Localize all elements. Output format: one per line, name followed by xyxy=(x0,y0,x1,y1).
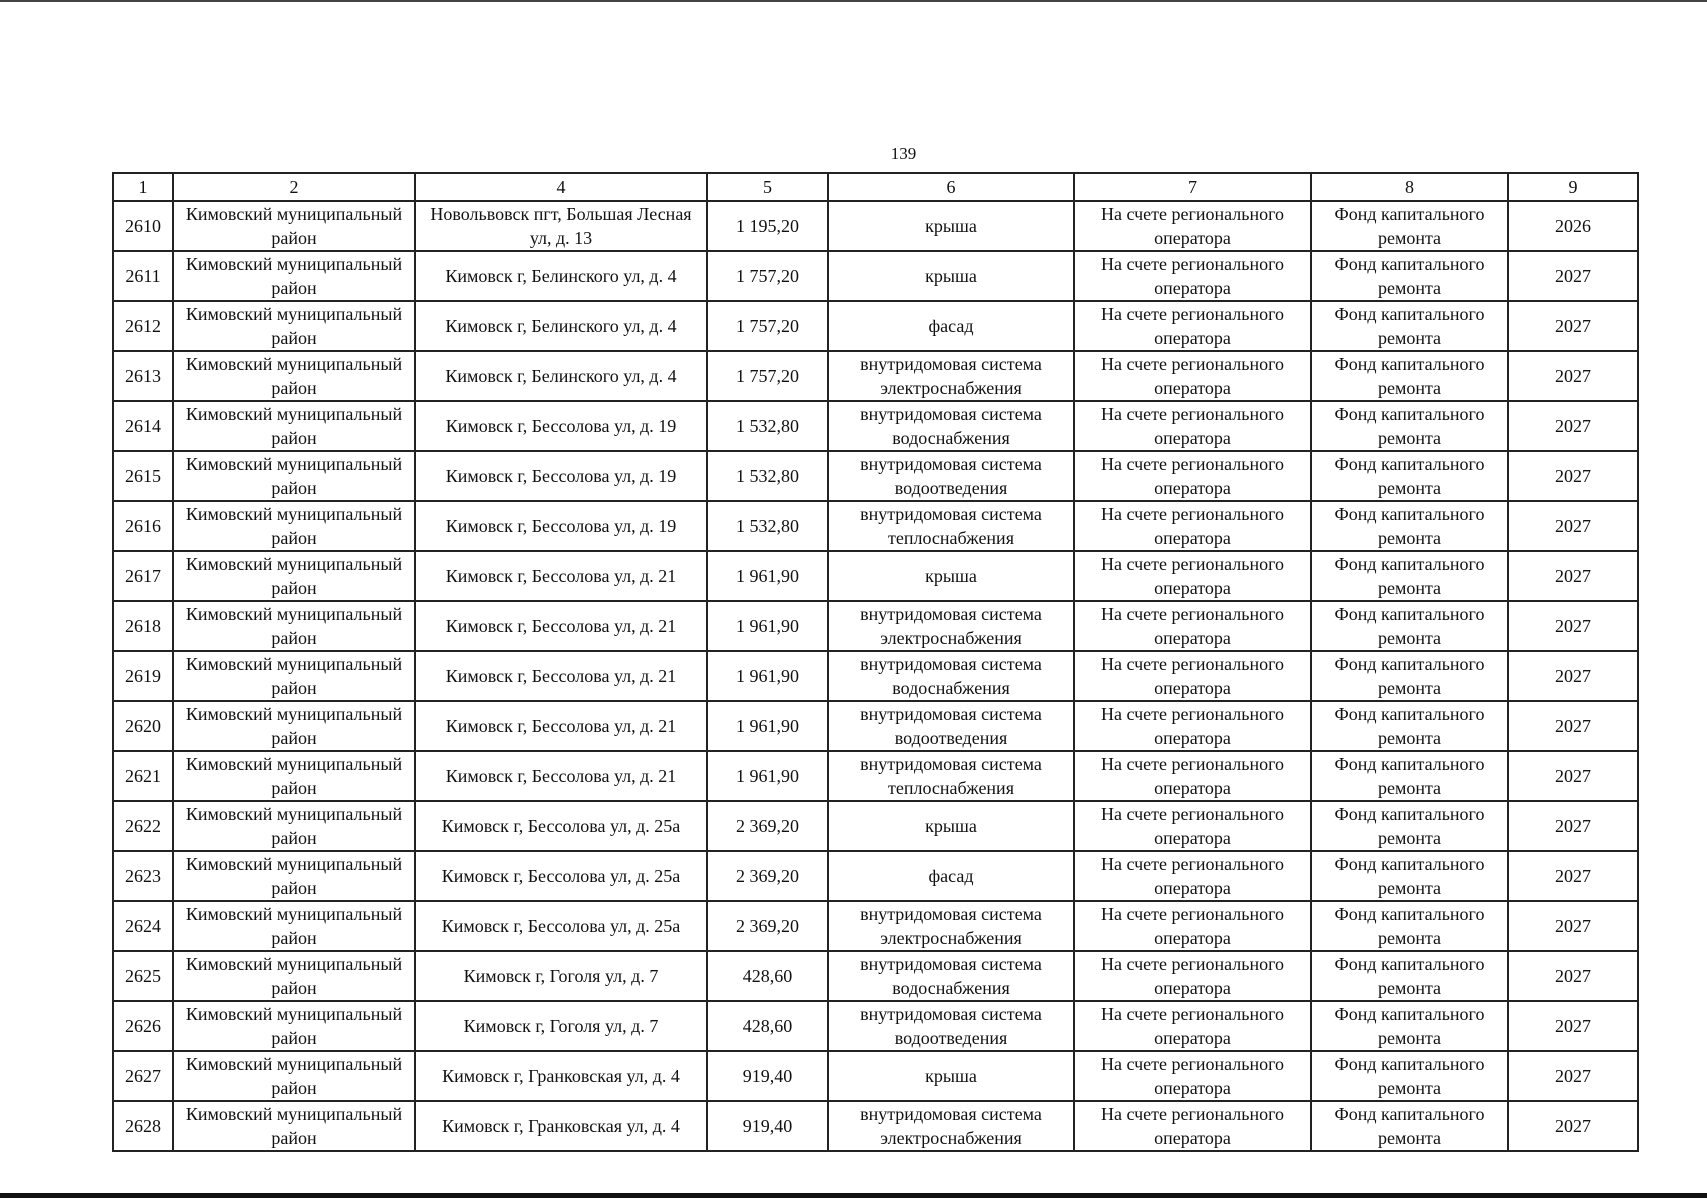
funding-source-cell: Фонд капитального ремонта xyxy=(1311,851,1508,901)
area-cell: 1 195,20 xyxy=(707,201,828,251)
address-cell: Кимовск г, Белинского ул, д. 4 xyxy=(415,301,707,351)
table-row xyxy=(113,351,1638,401)
account-cell: На счете регионального оператора xyxy=(1074,301,1311,351)
row-number-cell: 2625 xyxy=(113,951,173,1001)
work-type-cell: внутридомовая система электроснабжения xyxy=(828,1101,1074,1151)
funding-source-cell: Фонд капитального ремонта xyxy=(1311,1001,1508,1051)
address-cell: Кимовск г, Гранковская ул, д. 4 xyxy=(415,1101,707,1151)
address-cell: Кимовск г, Бессолова ул, д. 25а xyxy=(415,901,707,951)
address-cell: Кимовск г, Гранковская ул, д. 4 xyxy=(415,1051,707,1101)
table-row xyxy=(113,1051,1638,1101)
address-cell: Кимовск г, Бессолова ул, д. 21 xyxy=(415,651,707,701)
row-number-cell: 2624 xyxy=(113,901,173,951)
table-row xyxy=(113,1101,1638,1151)
area-cell: 1 757,20 xyxy=(707,251,828,301)
work-type-cell: внутридомовая система электроснабжения xyxy=(828,601,1074,651)
account-cell: На счете регионального оператора xyxy=(1074,601,1311,651)
address-cell: Кимовск г, Гоголя ул, д. 7 xyxy=(415,1001,707,1051)
table-row xyxy=(113,1001,1638,1051)
year-cell: 2027 xyxy=(1508,351,1638,401)
work-type-cell: внутридомовая система водоснабжения xyxy=(828,951,1074,1001)
header-row xyxy=(113,173,1638,201)
work-type-cell: внутридомовая система водоснабжения xyxy=(828,651,1074,701)
table-row xyxy=(113,751,1638,801)
district-cell: Кимовский муниципальный район xyxy=(173,501,415,551)
bottom-border-line xyxy=(0,1193,1707,1198)
row-number-cell: 2621 xyxy=(113,751,173,801)
district-cell: Кимовский муниципальный район xyxy=(173,201,415,251)
funding-source-cell: Фонд капитального ремонта xyxy=(1311,551,1508,601)
address-cell: Кимовск г, Бессолова ул, д. 19 xyxy=(415,401,707,451)
funding-source-cell: Фонд капитального ремонта xyxy=(1311,751,1508,801)
address-cell: Кимовск г, Белинского ул, д. 4 xyxy=(415,251,707,301)
work-type-cell: внутридомовая система водоотведения xyxy=(828,1001,1074,1051)
funding-source-cell: Фонд капитального ремонта xyxy=(1311,951,1508,1001)
year-cell: 2027 xyxy=(1508,701,1638,751)
area-cell: 1 532,80 xyxy=(707,501,828,551)
account-cell: На счете регионального оператора xyxy=(1074,451,1311,501)
funding-source-cell: Фонд капитального ремонта xyxy=(1311,601,1508,651)
account-cell: На счете регионального оператора xyxy=(1074,401,1311,451)
funding-source-cell: Фонд капитального ремонта xyxy=(1311,451,1508,501)
area-cell: 1 757,20 xyxy=(707,301,828,351)
district-cell: Кимовский муниципальный район xyxy=(173,951,415,1001)
row-number-cell: 2616 xyxy=(113,501,173,551)
year-cell: 2027 xyxy=(1508,551,1638,601)
address-cell: Кимовск г, Бессолова ул, д. 19 xyxy=(415,501,707,551)
area-cell: 919,40 xyxy=(707,1051,828,1101)
area-cell: 1 961,90 xyxy=(707,551,828,601)
account-cell: На счете регионального оператора xyxy=(1074,251,1311,301)
table-row xyxy=(113,501,1638,551)
row-number-cell: 2610 xyxy=(113,201,173,251)
row-number-cell: 2617 xyxy=(113,551,173,601)
row-number-cell: 2623 xyxy=(113,851,173,901)
district-cell: Кимовский муниципальный район xyxy=(173,651,415,701)
work-type-cell: крыша xyxy=(828,801,1074,851)
table-row xyxy=(113,851,1638,901)
column-header: 8 xyxy=(1311,173,1508,201)
funding-source-cell: Фонд капитального ремонта xyxy=(1311,901,1508,951)
area-cell: 919,40 xyxy=(707,1101,828,1151)
account-cell: На счете регионального оператора xyxy=(1074,1101,1311,1151)
address-cell: Кимовск г, Белинского ул, д. 4 xyxy=(415,351,707,401)
table-row xyxy=(113,551,1638,601)
row-number-cell: 2612 xyxy=(113,301,173,351)
address-cell: Кимовск г, Гоголя ул, д. 7 xyxy=(415,951,707,1001)
funding-source-cell: Фонд капитального ремонта xyxy=(1311,351,1508,401)
area-cell: 2 369,20 xyxy=(707,851,828,901)
table-row xyxy=(113,901,1638,951)
row-number-cell: 2611 xyxy=(113,251,173,301)
work-type-cell: внутридомовая система водоотведения xyxy=(828,701,1074,751)
page-number: 139 xyxy=(890,144,917,163)
funding-source-cell: Фонд капитального ремонта xyxy=(1311,301,1508,351)
column-header: 7 xyxy=(1074,173,1311,201)
table-row xyxy=(113,951,1638,1001)
district-cell: Кимовский муниципальный район xyxy=(173,301,415,351)
year-cell: 2027 xyxy=(1508,601,1638,651)
column-header: 1 xyxy=(113,173,173,201)
area-cell: 428,60 xyxy=(707,1001,828,1051)
account-cell: На счете регионального оператора xyxy=(1074,351,1311,401)
account-cell: На счете регионального оператора xyxy=(1074,1051,1311,1101)
work-type-cell: фасад xyxy=(828,851,1074,901)
table-row xyxy=(113,651,1638,701)
column-header: 6 xyxy=(828,173,1074,201)
funding-source-cell: Фонд капитального ремонта xyxy=(1311,701,1508,751)
area-cell: 1 757,20 xyxy=(707,351,828,401)
row-number-cell: 2619 xyxy=(113,651,173,701)
address-cell: Кимовск г, Бессолова ул, д. 21 xyxy=(415,551,707,601)
funding-source-cell: Фонд капитального ремонта xyxy=(1311,401,1508,451)
district-cell: Кимовский муниципальный район xyxy=(173,801,415,851)
work-type-cell: крыша xyxy=(828,551,1074,601)
area-cell: 428,60 xyxy=(707,951,828,1001)
column-header: 4 xyxy=(415,173,707,201)
district-cell: Кимовский муниципальный район xyxy=(173,551,415,601)
year-cell: 2027 xyxy=(1508,1101,1638,1151)
table-row xyxy=(113,701,1638,751)
account-cell: На счете регионального оператора xyxy=(1074,201,1311,251)
district-cell: Кимовский муниципальный район xyxy=(173,451,415,501)
funding-source-cell: Фонд капитального ремонта xyxy=(1311,801,1508,851)
account-cell: На счете регионального оператора xyxy=(1074,751,1311,801)
account-cell: На счете регионального оператора xyxy=(1074,801,1311,851)
area-cell: 1 961,90 xyxy=(707,651,828,701)
funding-source-cell: Фонд капитального ремонта xyxy=(1311,501,1508,551)
funding-source-cell: Фонд капитального ремонта xyxy=(1311,1051,1508,1101)
account-cell: На счете регионального оператора xyxy=(1074,551,1311,601)
address-cell: Кимовск г, Бессолова ул, д. 25а xyxy=(415,851,707,901)
row-number-cell: 2620 xyxy=(113,701,173,751)
work-type-cell: внутридомовая система электроснабжения xyxy=(828,901,1074,951)
year-cell: 2026 xyxy=(1508,201,1638,251)
table-row xyxy=(113,451,1638,501)
funding-source-cell: Фонд капитального ремонта xyxy=(1311,201,1508,251)
row-number-cell: 2618 xyxy=(113,601,173,651)
area-cell: 2 369,20 xyxy=(707,801,828,851)
district-cell: Кимовский муниципальный район xyxy=(173,351,415,401)
year-cell: 2027 xyxy=(1508,651,1638,701)
table-row xyxy=(113,251,1638,301)
address-cell: Кимовск г, Бессолова ул, д. 21 xyxy=(415,601,707,651)
account-cell: На счете регионального оператора xyxy=(1074,851,1311,901)
work-type-cell: крыша xyxy=(828,201,1074,251)
row-number-cell: 2626 xyxy=(113,1001,173,1051)
funding-source-cell: Фонд капитального ремонта xyxy=(1311,251,1508,301)
work-type-cell: фасад xyxy=(828,301,1074,351)
account-cell: На счете регионального оператора xyxy=(1074,701,1311,751)
area-cell: 1 961,90 xyxy=(707,751,828,801)
funding-source-cell: Фонд капитального ремонта xyxy=(1311,1101,1508,1151)
account-cell: На счете регионального оператора xyxy=(1074,651,1311,701)
district-cell: Кимовский муниципальный район xyxy=(173,851,415,901)
district-cell: Кимовский муниципальный район xyxy=(173,1001,415,1051)
year-cell: 2027 xyxy=(1508,501,1638,551)
row-number-cell: 2622 xyxy=(113,801,173,851)
year-cell: 2027 xyxy=(1508,1051,1638,1101)
address-cell: Кимовск г, Бессолова ул, д. 21 xyxy=(415,751,707,801)
area-cell: 1 961,90 xyxy=(707,701,828,751)
address-cell: Новольвовск пгт, Большая Лесная ул, д. 13 xyxy=(415,201,707,251)
area-cell: 1 961,90 xyxy=(707,601,828,651)
capital-repair-table xyxy=(112,172,1639,1152)
work-type-cell: внутридомовая система теплоснабжения xyxy=(828,501,1074,551)
area-cell: 1 532,80 xyxy=(707,401,828,451)
column-header: 5 xyxy=(707,173,828,201)
row-number-cell: 2628 xyxy=(113,1101,173,1151)
top-border-line xyxy=(0,0,1707,2)
account-cell: На счете регионального оператора xyxy=(1074,1001,1311,1051)
year-cell: 2027 xyxy=(1508,801,1638,851)
work-type-cell: внутридомовая система водоотведения xyxy=(828,451,1074,501)
work-type-cell: крыша xyxy=(828,251,1074,301)
year-cell: 2027 xyxy=(1508,851,1638,901)
year-cell: 2027 xyxy=(1508,301,1638,351)
table-row xyxy=(113,601,1638,651)
row-number-cell: 2614 xyxy=(113,401,173,451)
table-row xyxy=(113,801,1638,851)
district-cell: Кимовский муниципальный район xyxy=(173,1101,415,1151)
address-cell: Кимовск г, Бессолова ул, д. 21 xyxy=(415,701,707,751)
table-row xyxy=(113,401,1638,451)
district-cell: Кимовский муниципальный район xyxy=(173,901,415,951)
area-cell: 1 532,80 xyxy=(707,451,828,501)
year-cell: 2027 xyxy=(1508,401,1638,451)
work-type-cell: крыша xyxy=(828,1051,1074,1101)
column-header: 9 xyxy=(1508,173,1638,201)
year-cell: 2027 xyxy=(1508,451,1638,501)
area-cell: 2 369,20 xyxy=(707,901,828,951)
account-cell: На счете регионального оператора xyxy=(1074,901,1311,951)
district-cell: Кимовский муниципальный район xyxy=(173,601,415,651)
account-cell: На счете регионального оператора xyxy=(1074,951,1311,1001)
year-cell: 2027 xyxy=(1508,251,1638,301)
table-row xyxy=(113,201,1638,251)
account-cell: На счете регионального оператора xyxy=(1074,501,1311,551)
district-cell: Кимовский муниципальный район xyxy=(173,401,415,451)
row-number-cell: 2615 xyxy=(113,451,173,501)
row-number-cell: 2613 xyxy=(113,351,173,401)
work-type-cell: внутридомовая система водоснабжения xyxy=(828,401,1074,451)
funding-source-cell: Фонд капитального ремонта xyxy=(1311,651,1508,701)
work-type-cell: внутридомовая система теплоснабжения xyxy=(828,751,1074,801)
year-cell: 2027 xyxy=(1508,951,1638,1001)
work-type-cell: внутридомовая система электроснабжения xyxy=(828,351,1074,401)
year-cell: 2027 xyxy=(1508,901,1638,951)
district-cell: Кимовский муниципальный район xyxy=(173,251,415,301)
column-header: 2 xyxy=(173,173,415,201)
address-cell: Кимовск г, Бессолова ул, д. 25а xyxy=(415,801,707,851)
address-cell: Кимовск г, Бессолова ул, д. 19 xyxy=(415,451,707,501)
row-number-cell: 2627 xyxy=(113,1051,173,1101)
district-cell: Кимовский муниципальный район xyxy=(173,1051,415,1101)
district-cell: Кимовский муниципальный район xyxy=(173,701,415,751)
year-cell: 2027 xyxy=(1508,1001,1638,1051)
year-cell: 2027 xyxy=(1508,751,1638,801)
table-row xyxy=(113,301,1638,351)
district-cell: Кимовский муниципальный район xyxy=(173,751,415,801)
